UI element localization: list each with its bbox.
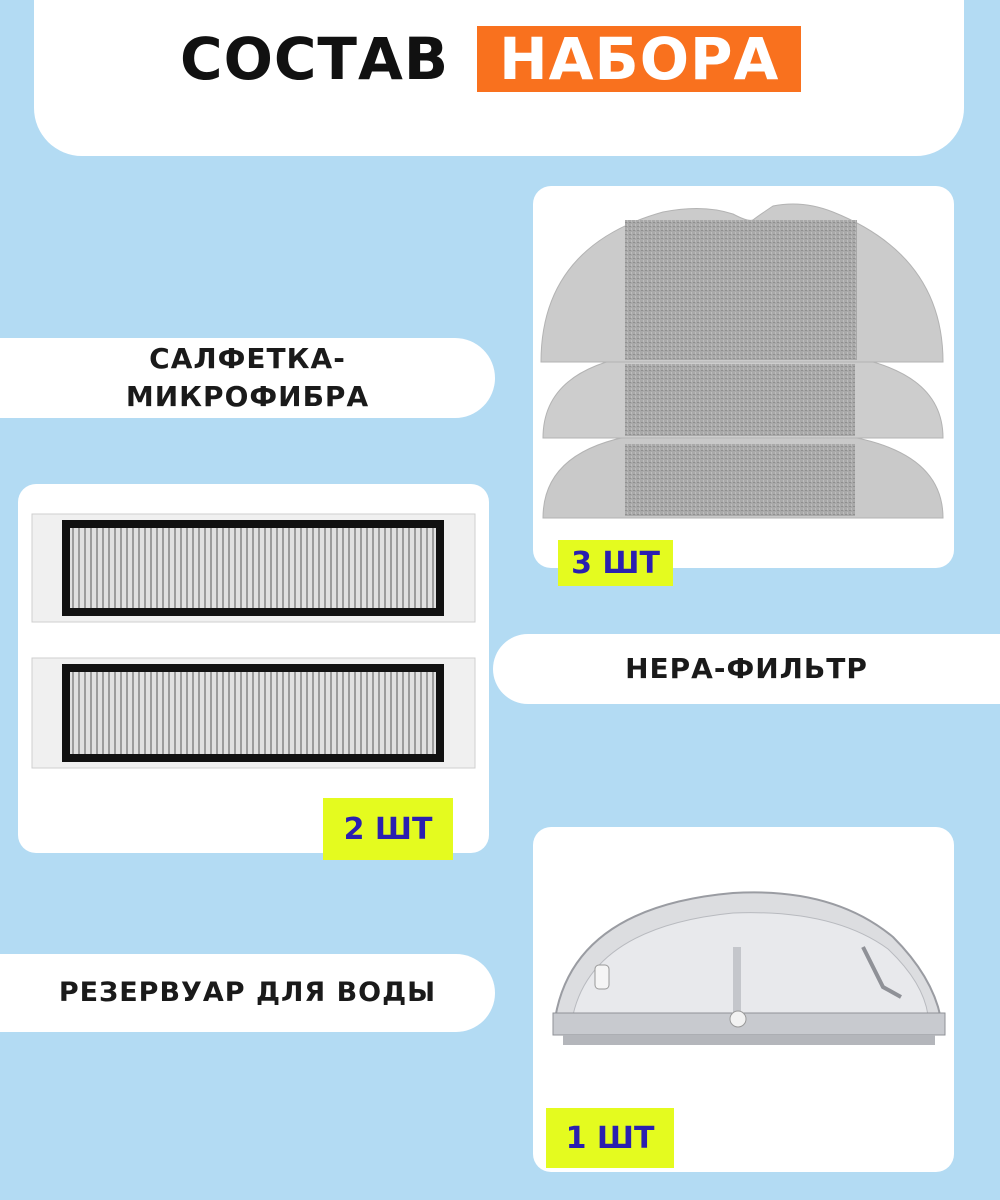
microfiber-label: САЛФЕТКА- МИКРОФИБРА — [125, 342, 370, 413]
hepa-label-pill — [493, 634, 1000, 704]
hepa-filter-count-badge: 2 ШТ — [323, 798, 453, 860]
microfiber-mop-pads-icon — [533, 186, 954, 568]
page-title — [180, 26, 801, 92]
title-part1: СОСТАВ — [180, 25, 450, 93]
mop-pads-count-badge: 3 ШТ — [558, 540, 673, 586]
microfiber-label-pill — [0, 338, 495, 418]
hepa-label: НЕРА-ФИЛЬТР — [625, 652, 868, 685]
title-part2-highlight: НАБОРА — [477, 26, 801, 92]
water-tank-count-badge: 1 ШТ — [546, 1108, 674, 1168]
water-tank-label: РЕЗЕРВУАР ДЛЯ ВОДЫ — [58, 977, 437, 1008]
water-tank-label-pill — [0, 954, 495, 1032]
mop-pads-image-card — [533, 186, 954, 568]
